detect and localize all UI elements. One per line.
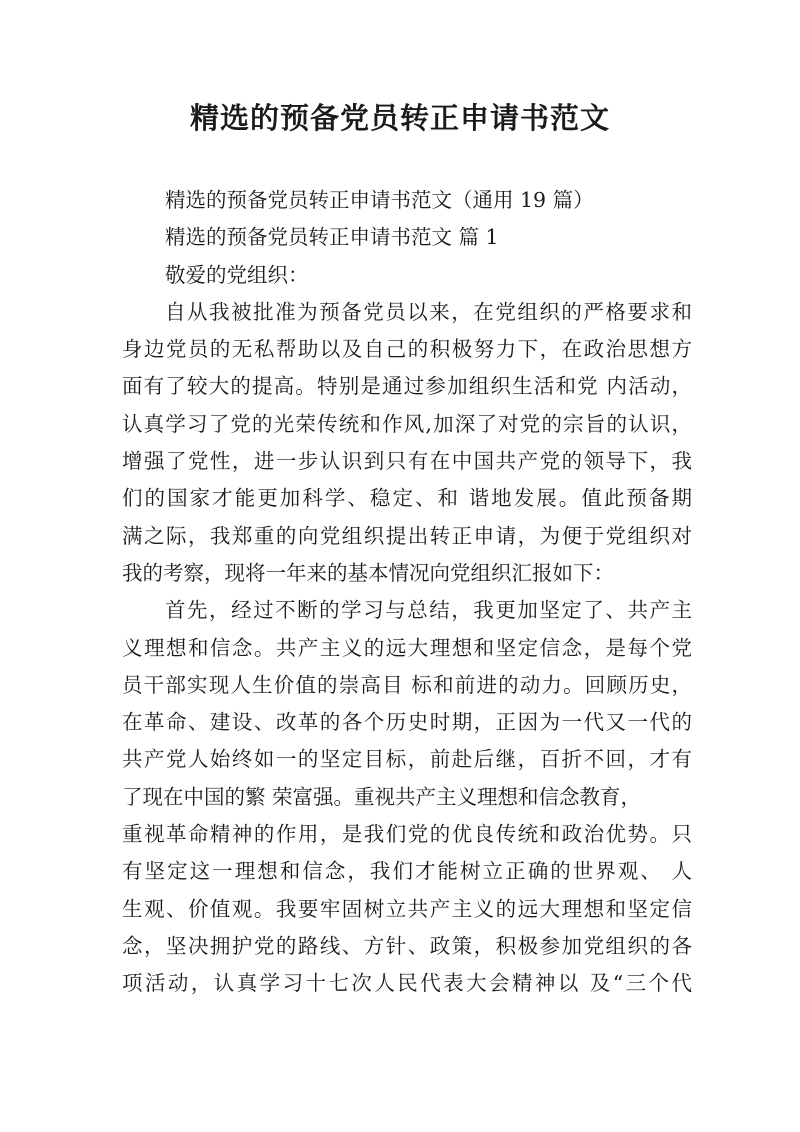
text-line: 项活动，认真学习十七次人民代表大会精神以 及“三个代 xyxy=(122,971,692,996)
document-title: 精选的预备党员转正申请书范文 xyxy=(189,101,610,135)
text-line: 首先，经过不断的学习与总结，我更加坚定了、共产主 xyxy=(165,598,692,623)
text-line: 敬爱的党组织： xyxy=(165,262,309,287)
text-line: 自从我被批准为预备党员以来，在党组织的严格要求和 xyxy=(165,299,692,324)
text-line: 义理想和信念。共产主义的远大理想和坚定信念，是每个党 xyxy=(122,635,692,660)
text-line: 共产党人始终如一的坚定目标，前赴后继，百折不回，才有 xyxy=(122,747,692,772)
text-line: 精选的预备党员转正申请书范文 篇 1 xyxy=(165,225,499,250)
text-line: 员干部实现人生价值的崇高目 标和前进的动力。回顾历史， xyxy=(122,672,692,697)
text-line: 生观、价值观。我要牢固树立共产主义的远大理想和坚定信 xyxy=(122,896,692,921)
text-line: 们的国家才能更加科学、稳定、和 谐地发展。值此预备期 xyxy=(122,486,692,511)
text-line: 满之际，我郑重的向党组织提出转正申请，为便于党组织对 xyxy=(122,523,692,548)
text-line: 面有了较大的提高。特别是通过参加组织生活和党 内活动， xyxy=(122,374,692,399)
text-line: 增强了党性，进一步认识到只有在中国共产党的领导下，我 xyxy=(122,449,692,474)
text-line: 重视革命精神的作用，是我们党的优良传统和政治优势。只 xyxy=(122,822,692,847)
text-line: 有坚定这一理想和信念，我们才能树立正确的世界观、 人 xyxy=(122,859,692,884)
document-body xyxy=(122,182,692,1003)
text-line: 我的考察，现将一年来的基本情况向党组织汇报如下： xyxy=(122,560,614,585)
text-line: 认真学习了党的光荣传统和作风,加深了对党的宗旨的认识， xyxy=(122,411,692,436)
text-line: 身边党员的无私帮助以及自己的积极努力下，在政治思想方 xyxy=(122,337,692,362)
text-line: 了现在中国的繁 荣富强。重视共产主义理想和信念教育， xyxy=(122,784,642,809)
text-line: 念，坚决拥护党的路线、方针、政策，积极参加党组织的各 xyxy=(122,933,692,958)
text-line: 精选的预备党员转正申请书范文（通用 19 篇） xyxy=(165,188,594,212)
text-line: 在革命、建设、改革的各个历史时期，正因为一代又一代的 xyxy=(122,710,692,735)
